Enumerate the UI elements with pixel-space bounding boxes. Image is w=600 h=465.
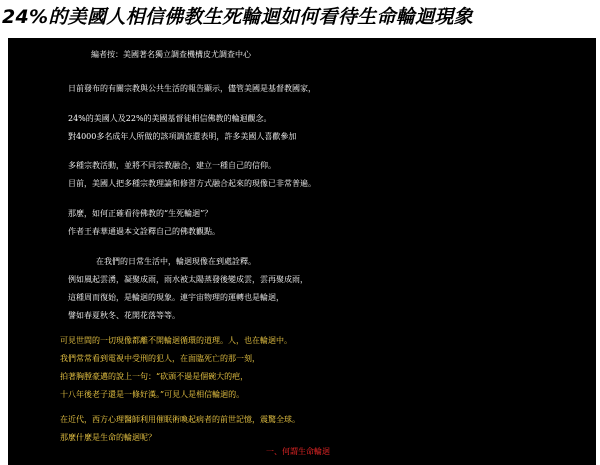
paragraph-line: 那麼，如何正確看待佛教的“生死輪迴”？ — [68, 209, 213, 218]
paragraph-line: 那麼什麼是生命的輪迴呢？ — [60, 433, 156, 442]
section-heading: 一、何謂生命輪迴 — [266, 447, 330, 456]
paragraph-line: 譬如春夏秋冬、花開花落等等。 — [68, 311, 180, 320]
paragraph-line: 例如風起雲湧，凝聚成雨，雨水被太陽蒸發後變成雲，雲再聚成雨， — [68, 275, 308, 284]
paragraph-line: 這種周而復始，是輪迴的現象。連宇宙物理的運轉也是輪迴， — [68, 293, 284, 302]
paragraph-4 — [8, 205, 596, 241]
paragraph-line: 對4000多名成年人所做的該項調查還表明，許多美國人喜歡參加 — [68, 132, 297, 141]
paragraph-5 — [8, 253, 596, 325]
paragraph-line: 目前，美國人把多種宗教理論和修習方式融合起來的現像已非常普遍。 — [68, 179, 316, 188]
paragraph-6 — [8, 332, 596, 404]
paragraph-line: 拍著胸膛豪邁的說上一句：“砍頭不過是個碗大的疤， — [60, 372, 249, 381]
article-panel — [8, 38, 596, 465]
paragraph-line: 在近代，西方心理醫師利用催眠術喚起病者的前世記憶，震驚全球。 — [60, 415, 300, 424]
editor-note: 編者按：美國著名獨立調查機構皮尤調查中心 — [91, 50, 251, 59]
paragraph-1 — [8, 80, 596, 98]
paragraph-line: 多種宗教活動，並將不同宗教融合，建立一種自己的信仰。 — [68, 161, 276, 170]
paragraph-line: 可見世間的一切現像都離不開輪迴循環的道理。人，也在輪迴中。 — [60, 336, 292, 345]
paragraph-line: 24%的美國人及22%的美國基督徒相信佛教的輪迴觀念。 — [68, 114, 272, 123]
paragraph-line: 作者王春華通過本文詮釋自己的佛教觀點。 — [68, 227, 220, 236]
page-title: 24%的美國人相信佛教生死輪迴如何看待生命輪迴現象 — [2, 6, 473, 28]
paragraph-line: 我們常常看到電視中受刑的犯人，在面臨死亡的那一刻， — [60, 354, 260, 363]
section-heading-block — [8, 442, 596, 462]
paragraph-3 — [8, 157, 596, 193]
editor-note-block — [8, 46, 596, 64]
paragraph-line: 在我們的日常生活中，輪迴現像在到處詮釋。 — [96, 257, 256, 266]
paragraph-2 — [8, 110, 596, 146]
paragraph-line: 十八年後老子還是一條好漢。”可見人是相信輪迴的。 — [60, 390, 245, 399]
paragraph-line: 日前發布的有關宗教與公共生活的報告顯示，儘管美國是基督教國家， — [68, 84, 316, 93]
